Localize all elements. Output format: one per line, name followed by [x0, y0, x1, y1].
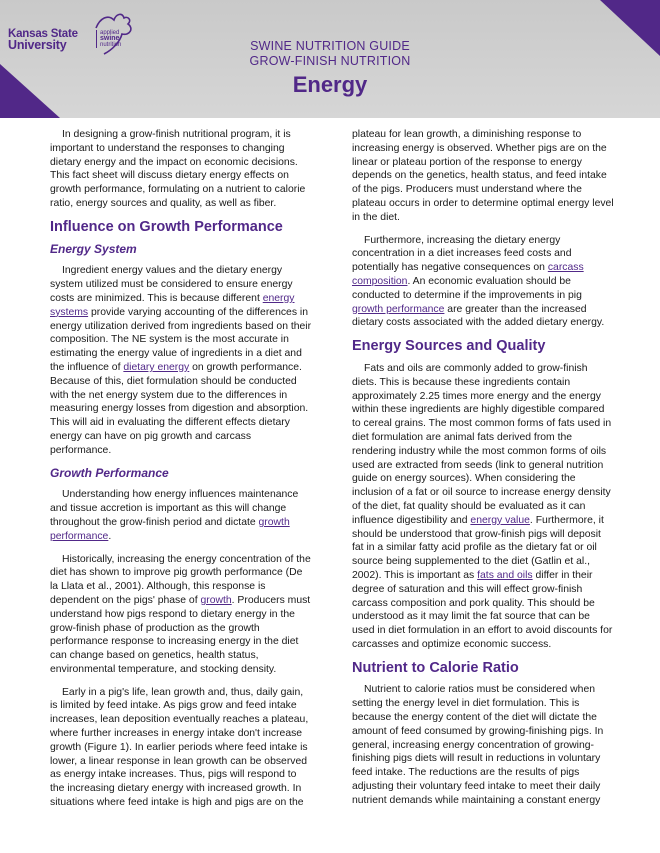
heading-nutrient-ratio: Nutrient to Calorie Ratio — [352, 659, 519, 676]
growth-paragraph-3: Early in a pig's life, lean growth and, thus, daily gain, is limited by feed intake. As pigs grow and feed intake increases, lean deposition eventually reaches a plateau, where further increases in energy intake don't increase growth (Figure 1). In earlier periods where feed intake is lower, a linear response in lean growth can be observed as energy intake increases. Thus, pigs will respond to the increasing dietary energy with increased growth. In situations where feed intake is high and pigs are on the — [50, 686, 309, 809]
dietary-energy-link[interactable]: dietary energy — [123, 361, 190, 373]
cost-paragraph: Furthermore, increasing the dietary energy concentration in a diet increases feed costs and potentially has negative consequences on carcass composition. An economic evaluation should be conducted to determine if the improvements in pig growth performance are greater than the increased dietary costs associated with the added dietary energy. — [352, 234, 605, 329]
energy-system-paragraph: Ingredient energy values and the dietary energy system utilized must be considered to ensure energy costs are minimized. This is because different energy systems provide varying accounting of the differences in energy utilization derived from ingredients based on their composition. The NE system is the most accurate in estimating the energy value of ingredients in a diet and the influence of dietary energy on growth performance. Because of this, diet formulation should be conducted with the net energy system due to the differences in measuring energy losses from digestion and absorption. This will aid in evaluating the different effects dietary energy can have on pig growth and carcass performance. — [50, 265, 312, 456]
guide-title: SWINE NUTRITION GUIDE — [250, 39, 410, 53]
logo-wordmark: Kansas State University — [8, 28, 78, 52]
intro-paragraph: In designing a grow-finish nutritional program, it is important to understand the responses to changing dietary energy and the impact on economic decisions. This fact sheet will discuss dietary energy effects on growth performance, formulating on a nutrient to calorie ratio, energy sources and quality, as well as fiber. — [50, 129, 306, 209]
logo-subtext: applied swine nutrition — [96, 30, 121, 48]
section-title: GROW-FINISH NUTRITION — [249, 54, 411, 68]
growth-paragraph-2: Historically, increasing the energy concentration of the diet has shown to improve pig growth performance (De la Llata et al., 2001). Although, this response is dependent on the pigs' phase of growth. Producers must understand how pigs respond to dietary energy in the grow-finish phase of production as the growth performance response to increasing energy in the diet can change based on genetics, health status, environmental temperature, and stocking density. — [50, 553, 311, 675]
growth-performance-link-2[interactable]: growth performance — [352, 303, 445, 315]
sources-paragraph: Fats and oils are commonly added to grow-finish diets. This is because these ingredients contain approximately 2.25 times more energy and the energy within these ingredients are highly digestible compared to cereal grains. The most common forms of fats used in diet formulation are animal fats derived from the rendering industry while the most common forms of oils used are extracted from seeds (link to general nutrition guide on energy sources). When considering the inclusion of a fat or oil source to increase energy density of the diet, fat quality should be evaluated as it can influence digestibility and energy value. Furthermore, it should be understood that grow-finish pigs will deposit fat in a similar fatty acid profile as the dietary fat or oil source being supplemented to the diet (Gatlin et al., 2002). This is important as fats and oils differ in their degree of saturation and this will effect grow-finish carcass composition and pork quality. This should be understood as it may limit the fat source that can be used in diet formulation in an effort to avoid discounts for carcasses and optimize economic success. — [352, 362, 613, 650]
ratio-paragraph: Nutrient to calorie ratios must be considered when setting the energy level in diet formulation. This is because the energy content of the diet will dictate the amount of feed consumed by growing-finishing pigs. In general, increasing energy concentration of growing-finishing pigs diets will result in reductions in voluntary feed intake. The reductions are the results of pigs adjusting their voluntary feed intake to meet their daily nutrient demands while maintaining a constant energy — [352, 684, 604, 806]
continued-paragraph: plateau for lean growth, a diminishing response to increasing energy is observed. Whether pigs are on the linear or plateau portion of the response to energy depends on the genetics, health status, and feed intake of the pigs. Producers must understand where the plateau occurs in order to determine optimal energy level in the diet. — [352, 129, 614, 223]
fats-and-oils-link[interactable]: fats and oils — [477, 569, 533, 581]
heading-energy-system: Energy System — [50, 241, 137, 256]
energy-systems-link[interactable]: energy systems — [50, 292, 295, 318]
page-title: Energy — [292, 72, 368, 97]
growth-link[interactable]: growth — [200, 594, 232, 606]
growth-paragraph-1: Understanding how energy influences maintenance and tissue accretion is important as this will change throughout the grow-finish period and dictate growth performance. — [50, 489, 299, 542]
left-column — [50, 128, 312, 819]
right-column — [352, 128, 614, 817]
heading-influence: Influence on Growth Performance — [50, 218, 283, 235]
energy-value-link[interactable]: energy value — [470, 514, 530, 526]
heading-energy-sources: Energy Sources and Quality — [352, 338, 546, 355]
carcass-composition-link[interactable]: carcass composition — [352, 262, 584, 287]
heading-growth-performance: Growth Performance — [50, 465, 169, 480]
growth-performance-link[interactable]: growth performance — [50, 516, 290, 542]
